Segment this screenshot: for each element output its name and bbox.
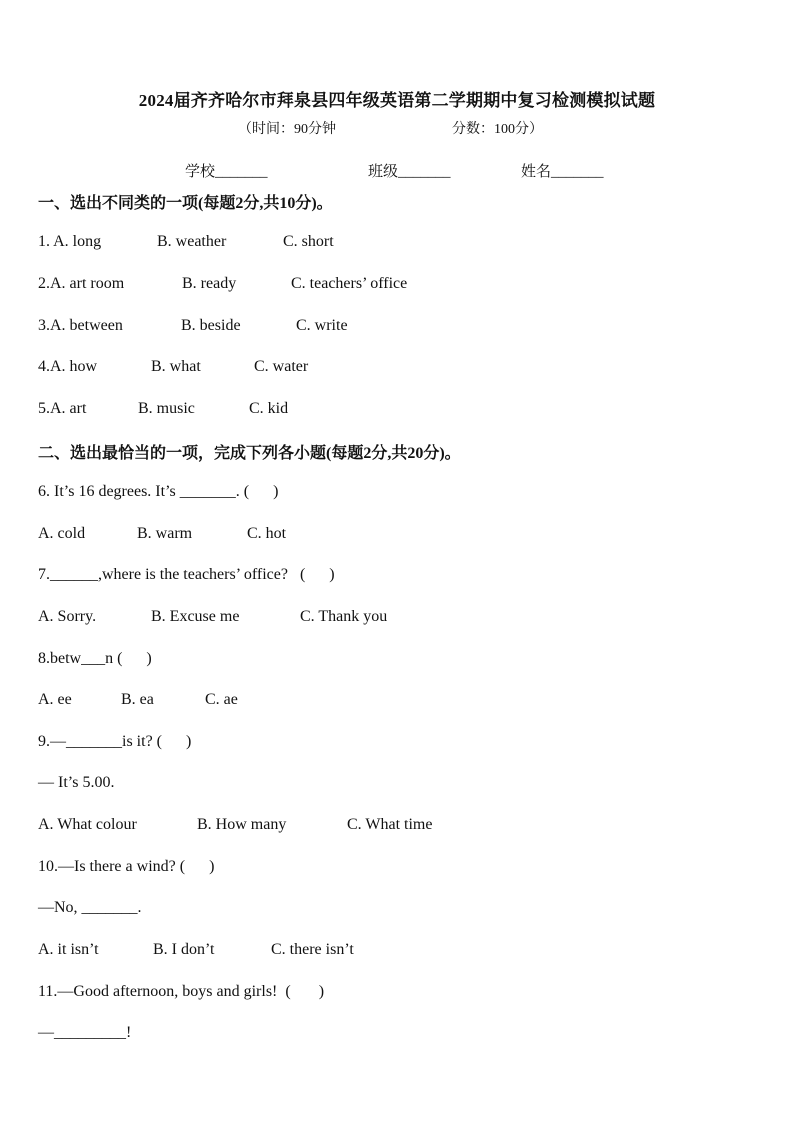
option-a: A. cold <box>38 525 86 542</box>
question-stem: 7.______,where is the teachers’ office? ( ) <box>38 566 335 583</box>
dialogue-reply: —_________! <box>38 1024 132 1041</box>
option-c: C. What time <box>347 816 433 833</box>
option-b: B. ea <box>121 691 154 708</box>
option-c: C. write <box>296 317 348 334</box>
dialogue-reply: — It’s 5.00. <box>38 774 115 791</box>
option-a: 3.A. between <box>38 317 123 334</box>
option-a: A. ee <box>38 691 72 708</box>
option-c: C. water <box>254 358 309 375</box>
option-b: B. ready <box>182 275 237 292</box>
option-c: C. short <box>283 233 334 250</box>
option-a: A. Sorry. <box>38 608 97 625</box>
option-b: B. How many <box>197 816 287 833</box>
option-a: 2.A. art room <box>38 275 125 292</box>
option-a: A. it isn’t <box>38 941 99 958</box>
option-c: C. Thank you <box>300 608 388 625</box>
option-c: C. ae <box>205 691 238 708</box>
option-c: C. teachers’ office <box>291 275 408 292</box>
option-a: A. What colour <box>38 816 137 833</box>
option-b: B. warm <box>137 525 193 542</box>
option-a: 4.A. how <box>38 358 98 375</box>
class-field: 班级_______ <box>368 164 451 180</box>
question-stem: 11.—Good afternoon, boys and girls! ( ) <box>38 983 325 1000</box>
question-stem: 8.betw___n ( ) <box>38 650 152 667</box>
exam-title: 2024届齐齐哈尔市拜泉县四年级英语第二学期期中复习检测模拟试题 <box>138 91 656 110</box>
exam-time: （时间：90分钟 <box>238 122 336 137</box>
option-c: C. hot <box>247 525 287 542</box>
option-b: B. music <box>138 400 195 417</box>
option-b: B. what <box>151 358 201 375</box>
name-field: 姓名_______ <box>521 164 604 180</box>
question-stem: 10.—Is there a wind? ( ) <box>38 858 215 875</box>
question-stem: 9.—_______is it? ( ) <box>38 733 192 750</box>
option-a: 5.A. art <box>38 400 87 417</box>
question-stem: 6. It’s 16 degrees. It’s _______. ( ) <box>38 483 279 500</box>
section-2-heading: 二、选出最恰当的一项，完成下列各小题(每题2分,共20分)。 <box>38 445 461 462</box>
option-c: C. kid <box>249 400 289 417</box>
exam-score: 分数：100分） <box>452 122 543 137</box>
option-b: B. beside <box>181 317 241 334</box>
dialogue-reply: —No, _______. <box>38 899 142 916</box>
option-c: C. there isn’t <box>271 941 354 958</box>
option-b: B. Excuse me <box>151 608 240 625</box>
option-a: 1. A. long <box>38 233 102 250</box>
option-b: B. I don’t <box>153 941 215 958</box>
school-field: 学校_______ <box>185 164 268 180</box>
section-1-heading: 一、选出不同类的一项(每题2分,共10分)。 <box>38 195 333 212</box>
option-b: B. weather <box>157 233 227 250</box>
